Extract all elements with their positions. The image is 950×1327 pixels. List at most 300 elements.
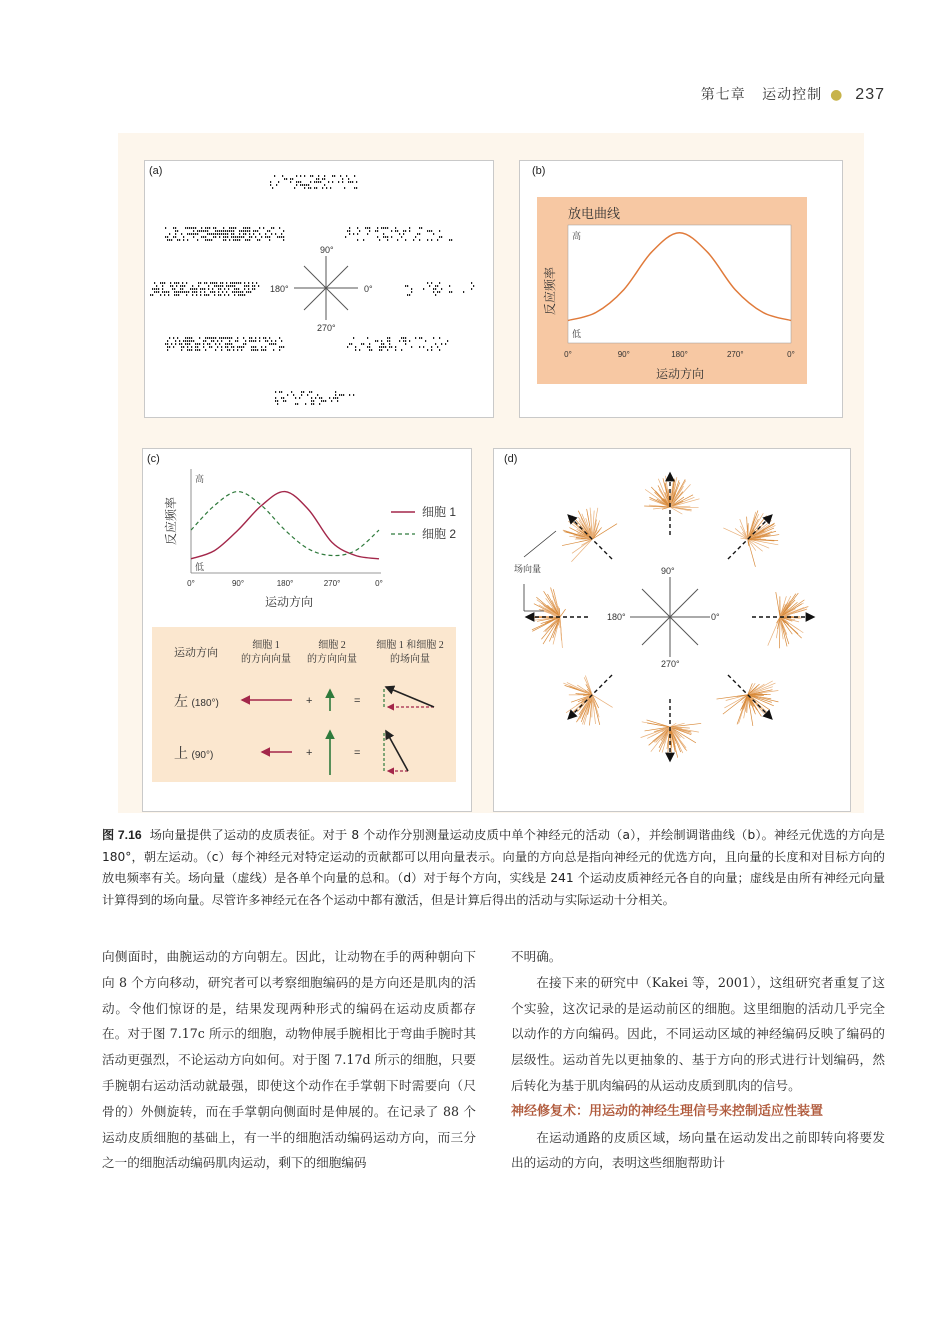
spike-mark (407, 285, 408, 287)
caption-text: 场向量提供了运动的皮质表征。对于 8 个动作分别测量运动皮质中单个神经元的活动（a），并绘制调谐曲线（b）。神经元优选的方向是 180°，朝左运动。（c）每个神经元对特定运动的贡献都可以用向量表示。向量的方向总是指向神经元的优选方向，且向量的长度和对目标方向的放电频率有关。场向量（虚线）是各单个向量的总和。（d）对于每个方向，实线是 241 个运动皮质神经元各自的向量；虚线是由所有神经元向量计算得到的场向量。尽管许多神经元在各个运动中都有激活，但是计算后得出的活动与实际运动十分相关。 (102, 828, 885, 907)
spike-mark (239, 236, 240, 238)
spike-mark (189, 349, 190, 351)
spike-mark (421, 337, 422, 339)
spike-mark (308, 187, 309, 189)
spike-mark (241, 236, 242, 238)
spike-mark (194, 288, 195, 290)
spike-mark (177, 230, 178, 232)
spike-mark (354, 187, 355, 189)
spike-mark (473, 285, 474, 287)
spike-mark (353, 337, 354, 339)
spike-mark (431, 349, 432, 351)
spike-mark (164, 282, 165, 284)
spike-mark (168, 294, 169, 296)
spike-mark (211, 346, 212, 348)
spike-mark (415, 236, 416, 238)
spike-mark (248, 285, 249, 287)
spike-mark (206, 282, 207, 284)
spike-mark (431, 230, 432, 232)
spike-mark (189, 343, 190, 345)
spike-mark (204, 282, 205, 284)
spike-mark (218, 294, 219, 296)
spike-mark (310, 175, 311, 177)
spike-mark (225, 343, 226, 345)
spike-mark (213, 340, 214, 342)
spike-mark (324, 175, 325, 177)
spike-mark (338, 181, 339, 183)
spike-mark (427, 282, 428, 284)
spike-mark (281, 397, 282, 399)
spike-mark (227, 349, 228, 351)
spike-mark (156, 285, 157, 287)
spike-mark (195, 346, 196, 348)
spike-mark (385, 346, 386, 348)
figure-number: 图 7.16 (102, 828, 142, 842)
spike-mark (191, 346, 192, 348)
spike-mark (273, 343, 274, 345)
spike-mark (359, 230, 360, 232)
spike-mark (173, 236, 174, 238)
spike-mark (237, 236, 238, 238)
spike-mark (191, 337, 192, 339)
spike-mark (173, 337, 174, 339)
spike-mark (435, 288, 436, 290)
a-deg-270: 270° (317, 323, 336, 333)
spike-mark (383, 227, 384, 229)
b-xtick: 0° (787, 350, 795, 359)
spike-mark (231, 230, 232, 232)
spike-mark (214, 294, 215, 296)
spike-mark (337, 397, 338, 399)
row2-equals: = (354, 747, 361, 759)
spike-mark (279, 346, 280, 348)
spike-mark (233, 346, 234, 348)
b-xlabel: 运动方向 (655, 367, 705, 381)
spike-mark (210, 282, 211, 284)
spike-mark (187, 349, 188, 351)
a-deg-0: 0° (364, 284, 373, 294)
spike-mark (387, 337, 388, 339)
spike-mark (195, 349, 196, 351)
spike-mark (252, 282, 253, 284)
spike-mark (401, 337, 402, 339)
spike-mark (405, 343, 406, 345)
spike-mark (439, 236, 440, 238)
spike-mark (277, 236, 278, 238)
spike-mark (318, 178, 319, 180)
spike-mark (419, 337, 420, 339)
spike-mark (253, 340, 254, 342)
b-xtick: 270° (726, 350, 744, 359)
spike-mark (192, 291, 193, 293)
spike-mark (183, 346, 184, 348)
tuning-title: 放电曲线 (568, 207, 621, 222)
spike-mark (363, 239, 364, 241)
spike-mark (182, 282, 183, 284)
spike-mark (353, 394, 354, 396)
spike-mark (282, 175, 283, 177)
spike-mark (167, 346, 168, 348)
spike-mark (224, 288, 225, 290)
spike-mark (275, 400, 276, 402)
two-cell-chart (143, 449, 471, 624)
spike-mark (219, 337, 220, 339)
spike-mark (405, 230, 406, 232)
tuning-chart (520, 161, 842, 417)
spike-mark (340, 175, 341, 177)
spike-mark (211, 337, 212, 339)
spike-mark (255, 236, 256, 238)
spike-mark (203, 236, 204, 238)
spike-mark (427, 239, 428, 241)
c-low: 低 (195, 562, 205, 572)
spike-mark (411, 288, 412, 290)
spike-mark (270, 181, 271, 183)
page-number: 237 (855, 86, 885, 103)
c-ylabel: 反应频率 (164, 496, 178, 546)
b-ylabel: 反应频率 (543, 266, 557, 316)
spike-mark (225, 233, 226, 235)
spike-mark (381, 227, 382, 229)
spike-mark (320, 181, 321, 183)
spike-mark (341, 394, 342, 396)
spike-mark (343, 394, 344, 396)
spike-mark (211, 233, 212, 235)
spike-mark (209, 227, 210, 229)
d-deg-90: 90° (661, 566, 675, 576)
spike-mark (187, 227, 188, 229)
spike-mark (309, 391, 310, 393)
spike-mark (335, 391, 336, 393)
spike-mark (328, 181, 329, 183)
spike-mark (375, 230, 376, 232)
spike-mark (198, 282, 199, 284)
spike-mark (387, 227, 388, 229)
spike-mark (235, 227, 236, 229)
spike-mark (403, 230, 404, 232)
spike-mark (447, 340, 448, 342)
spike-mark (265, 236, 266, 238)
spike-mark (253, 346, 254, 348)
spike-mark (182, 291, 183, 293)
spike-mark (305, 403, 306, 405)
b-xtick: 180° (671, 350, 688, 359)
spike-mark (211, 340, 212, 342)
spike-mark (283, 400, 284, 402)
spike-mark (300, 181, 301, 183)
figure-caption (102, 825, 885, 911)
spike-mark (164, 291, 165, 293)
spike-mark (271, 227, 272, 229)
spike-mark (185, 227, 186, 229)
spike-mark (214, 282, 215, 284)
spike-mark (381, 343, 382, 345)
spike-mark (243, 346, 244, 348)
spike-mark (172, 288, 173, 290)
spike-mark (241, 349, 242, 351)
spike-mark (204, 294, 205, 296)
spike-mark (197, 233, 198, 235)
spike-mark (227, 233, 228, 235)
spike-mark (228, 294, 229, 296)
spike-mark (270, 184, 271, 186)
spike-mark (355, 346, 356, 348)
spike-mark (223, 227, 224, 229)
spike-mark (369, 230, 370, 232)
spike-mark (429, 285, 430, 287)
spike-mark (191, 349, 192, 351)
spike-mark (162, 291, 163, 293)
spike-mark (195, 227, 196, 229)
spike-mark (245, 233, 246, 235)
spike-mark (221, 337, 222, 339)
spike-mark (349, 227, 350, 229)
spike-mark (240, 282, 241, 284)
spike-mark (304, 175, 305, 177)
burst-315 (717, 675, 779, 726)
spike-mark (365, 227, 366, 229)
spike-mark (186, 294, 187, 296)
d-deg-180: 180° (607, 612, 626, 622)
spike-mark (193, 340, 194, 342)
spike-mark (179, 340, 180, 342)
spike-mark (437, 285, 438, 287)
spike-mark (213, 233, 214, 235)
spike-mark (267, 340, 268, 342)
spike-mark (230, 285, 231, 287)
spike-mark (185, 337, 186, 339)
spike-mark (441, 288, 442, 290)
legend-cell2: 细胞 2 (422, 527, 457, 541)
spike-mark (221, 230, 222, 232)
spike-mark (244, 285, 245, 287)
spike-mark (239, 239, 240, 241)
spike-mark (297, 403, 298, 405)
spike-mark (217, 340, 218, 342)
spike-mark (189, 227, 190, 229)
spike-mark (379, 349, 380, 351)
spike-mark (284, 178, 285, 180)
spike-mark (209, 239, 210, 241)
spike-mark (367, 227, 368, 229)
spike-mark (302, 184, 303, 186)
spike-mark (231, 343, 232, 345)
spike-mark (346, 175, 347, 177)
spike-mark (294, 187, 295, 189)
spike-mark (397, 239, 398, 241)
spike-mark (437, 239, 438, 241)
spike-mark (227, 346, 228, 348)
spike-mark (185, 343, 186, 345)
row1-equals: = (354, 695, 361, 707)
spike-mark (435, 285, 436, 287)
spike-mark (208, 285, 209, 287)
panel-a (144, 160, 494, 418)
spike-mark (252, 285, 253, 287)
spike-mark (152, 294, 153, 296)
spike-mark (199, 343, 200, 345)
row-up-deg: (90°) (191, 750, 214, 761)
spike-mark (352, 181, 353, 183)
spike-mark (449, 291, 450, 293)
spike-mark (211, 239, 212, 241)
spike-mark (162, 288, 163, 290)
spike-mark (253, 349, 254, 351)
burst-270 (641, 699, 702, 761)
spike-mark (265, 337, 266, 339)
spike-mark (196, 294, 197, 296)
spike-mark (180, 288, 181, 290)
spike-mark (205, 349, 206, 351)
spike-mark (471, 282, 472, 284)
spike-mark (435, 343, 436, 345)
spike-mark (200, 288, 201, 290)
spike-mark (203, 340, 204, 342)
spike-mark (203, 343, 204, 345)
spike-mark (225, 239, 226, 241)
spike-mark (389, 340, 390, 342)
spike-mark (227, 337, 228, 339)
spike-mark (303, 391, 304, 393)
spike-mark (223, 337, 224, 339)
spike-mark (419, 233, 420, 235)
spike-mark (317, 394, 318, 396)
spike-mark (283, 397, 284, 399)
spike-mark (193, 236, 194, 238)
spike-mark (239, 346, 240, 348)
spike-mark (271, 233, 272, 235)
spike-mark (184, 291, 185, 293)
legend-cell1: 细胞 1 (422, 505, 457, 519)
spike-mark (389, 346, 390, 348)
spike-mark (193, 227, 194, 229)
spike-mark (421, 227, 422, 229)
spike-mark (233, 349, 234, 351)
spike-mark (246, 285, 247, 287)
vector-diagram (152, 627, 456, 782)
spike-mark (223, 239, 224, 241)
spike-mark (259, 233, 260, 235)
spike-mark (397, 230, 398, 232)
spike-mark (253, 230, 254, 232)
spike-mark (167, 349, 168, 351)
burst-135 (562, 508, 617, 562)
spike-mark (183, 239, 184, 241)
spike-mark (212, 291, 213, 293)
spike-mark (197, 346, 198, 348)
spike-mark (441, 236, 442, 238)
b-high: 高 (572, 231, 582, 241)
spike-mark (205, 236, 206, 238)
spike-mark (411, 291, 412, 293)
spike-mark (399, 340, 400, 342)
spike-mark (290, 178, 291, 180)
spike-mark (243, 343, 244, 345)
spike-mark (225, 337, 226, 339)
spike-mark (281, 346, 282, 348)
spike-mark (381, 349, 382, 351)
spike-mark (164, 294, 165, 296)
spike-mark (265, 233, 266, 235)
spike-mark (311, 391, 312, 393)
spike-mark (411, 346, 412, 348)
spike-mark (401, 236, 402, 238)
spike-mark (375, 340, 376, 342)
burst-0 (752, 592, 814, 648)
spike-mark (215, 230, 216, 232)
spike-mark (210, 291, 211, 293)
spike-mark (391, 236, 392, 238)
spike-mark (295, 403, 296, 405)
spike-mark (218, 285, 219, 287)
spike-mark (247, 227, 248, 229)
spike-mark (234, 291, 235, 293)
spike-mark (349, 394, 350, 396)
panel-b (519, 160, 843, 418)
spike-mark (311, 400, 312, 402)
spike-mark (224, 294, 225, 296)
spike-mark (247, 239, 248, 241)
spike-mark (316, 187, 317, 189)
spike-mark (195, 233, 196, 235)
b-xtick: 90° (617, 350, 630, 359)
spike-mark (187, 233, 188, 235)
spike-mark (342, 181, 343, 183)
table-col-pop-a: 细胞 1 和细胞 2 (376, 640, 444, 651)
spike-mark (176, 291, 177, 293)
spike-mark (197, 239, 198, 241)
spike-mark (231, 236, 232, 238)
spike-mark (179, 239, 180, 241)
spike-mark (259, 227, 260, 229)
spike-mark (314, 181, 315, 183)
spike-mark (216, 285, 217, 287)
spike-mark (357, 239, 358, 241)
spike-mark (351, 343, 352, 345)
spike-mark (347, 346, 348, 348)
spike-mark (176, 282, 177, 284)
spike-mark (283, 236, 284, 238)
spike-mark (291, 391, 292, 393)
spike-mark (175, 230, 176, 232)
spike-mark (189, 233, 190, 235)
spike-mark (237, 346, 238, 348)
spike-mark (182, 288, 183, 290)
spike-mark (301, 391, 302, 393)
spike-mark (225, 236, 226, 238)
spike-mark (247, 230, 248, 232)
spike-mark (165, 236, 166, 238)
spike-mark (245, 230, 246, 232)
spike-mark (231, 233, 232, 235)
spike-mark (310, 181, 311, 183)
spike-mark (197, 349, 198, 351)
spike-mark (201, 230, 202, 232)
vector-table (152, 627, 456, 782)
spike-mark (190, 288, 191, 290)
spike-mark (369, 227, 370, 229)
spike-mark (215, 343, 216, 345)
burst-45 (723, 511, 779, 567)
c-xtick: 180° (276, 579, 294, 588)
spike-mark (225, 230, 226, 232)
spike-mark (244, 294, 245, 296)
spike-mark (261, 349, 262, 351)
spike-mark (245, 340, 246, 342)
spike-mark (267, 230, 268, 232)
spike-mark (191, 227, 192, 229)
spike-mark (401, 349, 402, 351)
